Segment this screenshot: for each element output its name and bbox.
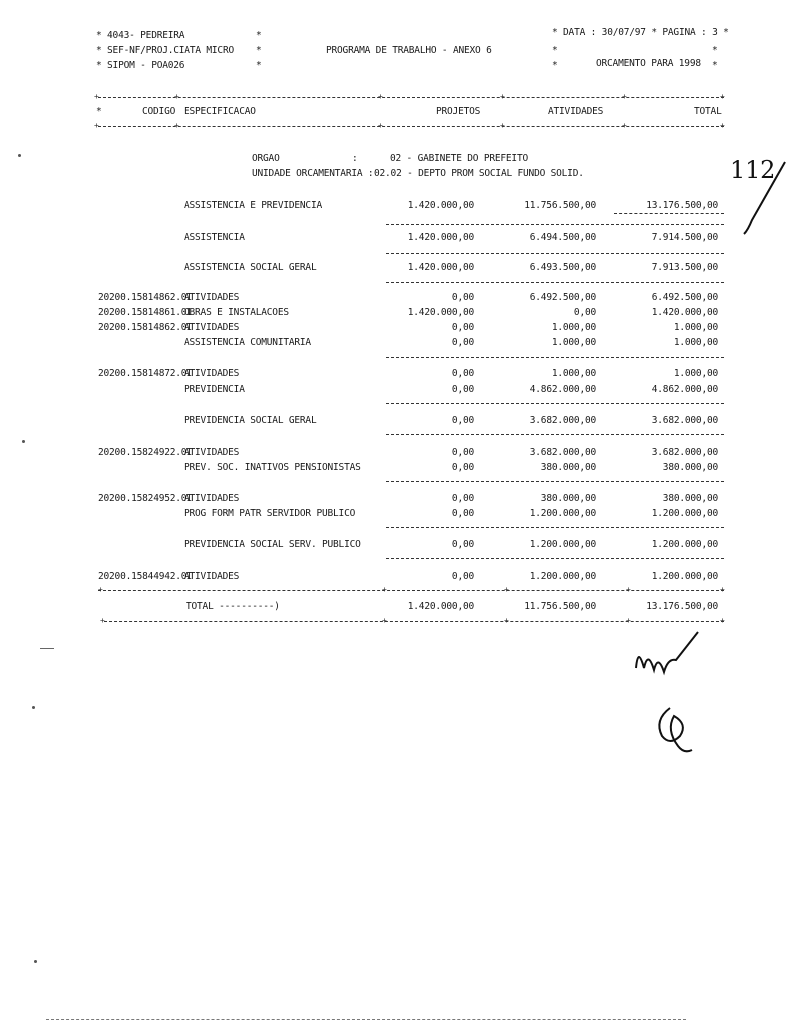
section-rule (386, 357, 724, 358)
rule-junction: + (720, 121, 725, 130)
row-projects-value: 0,00 (451, 539, 474, 550)
section-rule (386, 481, 724, 482)
report-title: PROGRAMA DE TRABALHO - ANEXO 6 (326, 45, 492, 56)
report-id: * 4043- PEDREIRA (96, 30, 185, 41)
row-activities-value: 11.756.500,00 (524, 200, 596, 211)
report-department: * SEF-NF/PROJ.CIATA MICRO (96, 45, 234, 56)
row-projects-value: 0,00 (451, 384, 474, 395)
rule-junction: + (720, 92, 725, 101)
row-code: 20200.15824952.01 (98, 493, 192, 504)
rule-junction: + (174, 92, 179, 101)
margin-mark (40, 648, 54, 649)
row-activities-value: 0,00 (573, 307, 596, 318)
row-code: 20200.15814862.01 (98, 322, 192, 333)
rule-junction: + (100, 616, 105, 625)
rule-junction: + (720, 616, 725, 625)
star-marker: * (552, 60, 558, 71)
scan-speck (18, 154, 21, 157)
rule-junction: + (626, 616, 631, 625)
row-description: PREV. SOC. INATIVOS PENSIONISTAS (184, 462, 361, 473)
signature-initials-icon (628, 628, 708, 688)
star-marker: * (256, 45, 262, 56)
star-marker: * (256, 30, 262, 41)
rule-junction: + (378, 92, 383, 101)
row-projects-value: 0,00 (451, 462, 474, 473)
signature-mark-icon (648, 700, 698, 760)
row-projects-value: 1.420.000,00 (407, 262, 474, 273)
row-projects-value: 0,00 (451, 508, 474, 519)
row-total-value: 1.000,00 (673, 337, 718, 348)
totals-activities-value: 11.756.500,00 (524, 601, 596, 612)
row-projects-value: 0,00 (451, 493, 474, 504)
row-description: ATIVIDADES (184, 571, 240, 582)
row-projects-value: 0,00 (451, 322, 474, 333)
rule-junction: + (382, 616, 387, 625)
rule-junction: + (622, 92, 627, 101)
row-description: PREVIDENCIA SOCIAL SERV. PUBLICO (184, 539, 361, 550)
budget-year: ORCAMENTO PARA 1998 (596, 58, 701, 69)
row-total-value: 1.200.000,00 (651, 539, 718, 550)
row-total-value: 3.682.000,00 (651, 415, 718, 426)
row-activities-value: 3.682.000,00 (529, 447, 596, 458)
totals-label: TOTAL ----------) (186, 601, 280, 612)
row-description: ATIVIDADES (184, 322, 240, 333)
page-number-stamp: 112 (730, 156, 776, 184)
row-projects-value: 0,00 (451, 292, 474, 303)
rule-junction: + (94, 92, 99, 101)
subtotal-rule (614, 213, 724, 214)
row-activities-value: 380.000,00 (540, 493, 596, 504)
totals-projects-value: 1.420.000,00 (407, 601, 474, 612)
row-total-value: 6.492.500,00 (651, 292, 718, 303)
row-description: PROG FORM PATR SERVIDOR PUBLICO (184, 508, 356, 519)
row-projects-value: 1.420.000,00 (407, 200, 474, 211)
row-code: 20200.15824922.01 (98, 447, 192, 458)
row-projects-value: 0,00 (451, 447, 474, 458)
row-total-value: 7.913.500,00 (651, 262, 718, 273)
section-rule (386, 403, 724, 404)
row-activities-value: 1.200.000,00 (529, 571, 596, 582)
rule-junction: + (720, 585, 725, 594)
row-description: ASSISTENCIA E PREVIDENCIA (184, 200, 322, 211)
rule-junction: + (504, 585, 509, 594)
row-total-value: 1.200.000,00 (651, 571, 718, 582)
section-rule (386, 253, 724, 254)
row-description: ATIVIDADES (184, 292, 240, 303)
rule-junction: + (382, 585, 387, 594)
row-total-value: 380.000,00 (662, 493, 718, 504)
rule-junction: + (500, 121, 505, 130)
row-projects-value: 0,00 (451, 571, 474, 582)
rule-junction: + (622, 121, 627, 130)
unit-value: 02.02 - DEPTO PROM SOCIAL FUNDO SOLID. (374, 168, 584, 179)
row-activities-value: 6.492.500,00 (529, 292, 596, 303)
row-activities-value: 1.000,00 (551, 322, 596, 333)
rule-junction: + (94, 121, 99, 130)
row-projects-value: 0,00 (451, 368, 474, 379)
unit-label: UNIDADE ORCAMENTARIA : (252, 168, 374, 179)
header-bottom-rule (98, 126, 724, 127)
stamp-slash-icon (740, 160, 790, 240)
row-code: 20200.15814872.01 (98, 368, 192, 379)
row-projects-value: 0,00 (451, 337, 474, 348)
section-rule (386, 224, 724, 225)
row-description: ASSISTENCIA (184, 232, 245, 243)
date-page-line: * DATA : 30/07/97 * PAGINA : 3 * (552, 27, 729, 38)
row-activities-value: 6.494.500,00 (529, 232, 596, 243)
section-rule (386, 434, 724, 435)
row-description: ATIVIDADES (184, 368, 240, 379)
row-description: PREVIDENCIA SOCIAL GERAL (184, 415, 317, 426)
orgao-label: ORGAO (252, 153, 280, 164)
row-activities-value: 4.862.000,00 (529, 384, 596, 395)
row-total-value: 4.862.000,00 (651, 384, 718, 395)
row-code: 20200.15814862.01 (98, 292, 192, 303)
row-projects-value: 1.420.000,00 (407, 307, 474, 318)
row-projects-value: 0,00 (451, 415, 474, 426)
row-total-value: 1.000,00 (673, 368, 718, 379)
row-activities-value: 1.200.000,00 (529, 508, 596, 519)
totals-bottom-rule (104, 621, 724, 622)
row-total-value: 380.000,00 (662, 462, 718, 473)
section-rule (386, 558, 724, 559)
row-total-value: 3.682.000,00 (651, 447, 718, 458)
column-code-header: CODIGO (142, 106, 176, 117)
star-marker: * (96, 106, 102, 117)
totals-total-value: 13.176.500,00 (646, 601, 718, 612)
orgao-separator: : (352, 153, 358, 164)
row-activities-value: 1.200.000,00 (529, 539, 596, 550)
binder-hole (34, 960, 37, 963)
rule-junction: + (504, 616, 509, 625)
column-projects-header: PROJETOS (436, 106, 481, 117)
column-spec-header: ESPECIFICACAO (184, 106, 256, 117)
row-activities-value: 1.000,00 (551, 337, 596, 348)
row-total-value: 1.420.000,00 (651, 307, 718, 318)
row-description: OBRAS E INSTALACOES (184, 307, 289, 318)
star-marker: * (552, 45, 558, 56)
rule-junction: + (378, 121, 383, 130)
rule-junction: + (626, 585, 631, 594)
row-activities-value: 6.493.500,00 (529, 262, 596, 273)
row-activities-value: 3.682.000,00 (529, 415, 596, 426)
rule-junction: + (500, 92, 505, 101)
row-description: ASSISTENCIA SOCIAL GERAL (184, 262, 317, 273)
report-system: * SIPOM - POA026 (96, 60, 185, 71)
row-total-value: 1.000,00 (673, 322, 718, 333)
row-description: ATIVIDADES (184, 447, 240, 458)
column-activities-header: ATIVIDADES (548, 106, 604, 117)
row-total-value: 13.176.500,00 (646, 200, 718, 211)
row-description: PREVIDENCIA (184, 384, 245, 395)
page-bottom-edge (46, 1019, 686, 1020)
column-total-header: TOTAL (694, 106, 722, 117)
row-activities-value: 1.000,00 (551, 368, 596, 379)
star-marker: * (256, 60, 262, 71)
row-description: ASSISTENCIA COMUNITARIA (184, 337, 311, 348)
row-description: ATIVIDADES (184, 493, 240, 504)
orgao-value: 02 - GABINETE DO PREFEITO (390, 153, 528, 164)
star-marker: * (712, 60, 718, 71)
row-code: 20200.15844942.01 (98, 571, 192, 582)
section-rule (386, 527, 724, 528)
row-total-value: 7.914.500,00 (651, 232, 718, 243)
row-activities-value: 380.000,00 (540, 462, 596, 473)
rule-junction: + (174, 121, 179, 130)
rule-junction: + (98, 585, 103, 594)
scan-speck (22, 440, 25, 443)
row-total-value: 1.200.000,00 (651, 508, 718, 519)
binder-hole (32, 706, 35, 709)
section-rule (386, 282, 724, 283)
row-projects-value: 1.420.000,00 (407, 232, 474, 243)
star-marker: * (712, 45, 718, 56)
header-top-rule (98, 97, 724, 98)
row-code: 20200.15814861.01 (98, 307, 192, 318)
